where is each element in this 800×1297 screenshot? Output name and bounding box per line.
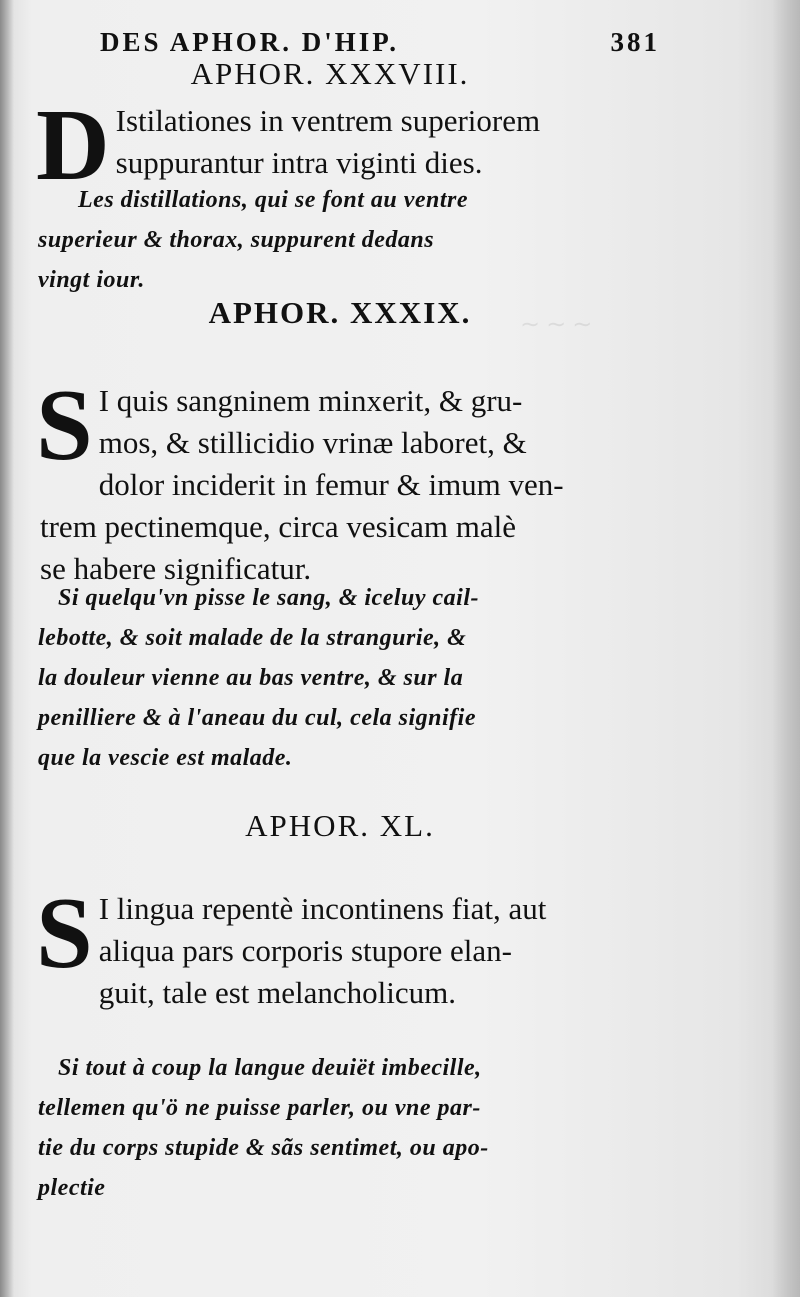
latin-line: mos, & stillicidio vrinæ laboret, & [98, 425, 527, 460]
latin-line: suppurantur intra viginti dies. [115, 145, 483, 180]
running-head [100, 26, 660, 58]
french-line: penilliere & à l'aneau du cul, cela signifie [38, 705, 476, 731]
page-number: 381 [610, 26, 660, 57]
french-line: lebotte, & soit malade de la strangurie, & [38, 625, 467, 651]
latin-line: I quis sangninem minxerit, & gru- [98, 383, 523, 418]
spine-shadow [0, 0, 14, 1297]
french-line: Si quelqu'vn pisse le sang, & iceluy cail- [58, 585, 479, 611]
drop-cap: S [36, 877, 93, 990]
latin-line: I lingua repentè incontinens fiat, aut [98, 891, 547, 926]
latin-text [36, 369, 640, 590]
latin-line: se habere significatur. [40, 551, 312, 586]
french-line: Les distillations, qui se font au ventre [78, 187, 469, 213]
latin-line: Istilationes in ventrem superiorem [115, 103, 541, 138]
french-line: Si tout à coup la langue deuiët imbecille, [58, 1055, 482, 1081]
french-line: que la vescie est malade. [38, 745, 293, 771]
running-head-title: DES APHOR. D'HIP. [100, 26, 400, 57]
french-line: superieur & thorax, suppurent dedans [38, 227, 435, 253]
latin-text [36, 877, 640, 1014]
french-text [38, 578, 638, 778]
french-text [38, 1048, 638, 1208]
drop-cap: D [36, 89, 110, 202]
latin-line: trem pectinemque, circa vesicam malè [40, 509, 516, 544]
french-line: la douleur vienne au bas ventre, & sur la [38, 665, 464, 691]
latin-line: aliqua pars corporis stupore elan- [98, 933, 512, 968]
page-edge [772, 0, 800, 1297]
french-line: vingt iour. [38, 267, 145, 293]
aphorism-heading: APHOR. XXXVIII. [190, 56, 470, 91]
aphorism-heading: APHOR. XXXIX. [208, 295, 472, 330]
catchword: plectie [38, 1175, 106, 1201]
latin-line: guit, tale est melancholicum. [98, 975, 456, 1010]
bleed-through: ∼ ∼ ∼ [520, 312, 593, 338]
french-line: tellemen qu'ö ne puisse parler, ou vne par- [38, 1095, 481, 1121]
latin-line: dolor inciderit in femur & imum ven- [98, 467, 564, 502]
aphorism-heading: APHOR. XL. [245, 808, 435, 843]
drop-cap: S [36, 369, 93, 482]
french-line: tie du corps stupide & sãs sentimet, ou apo- [38, 1135, 489, 1161]
french-text [38, 180, 638, 300]
